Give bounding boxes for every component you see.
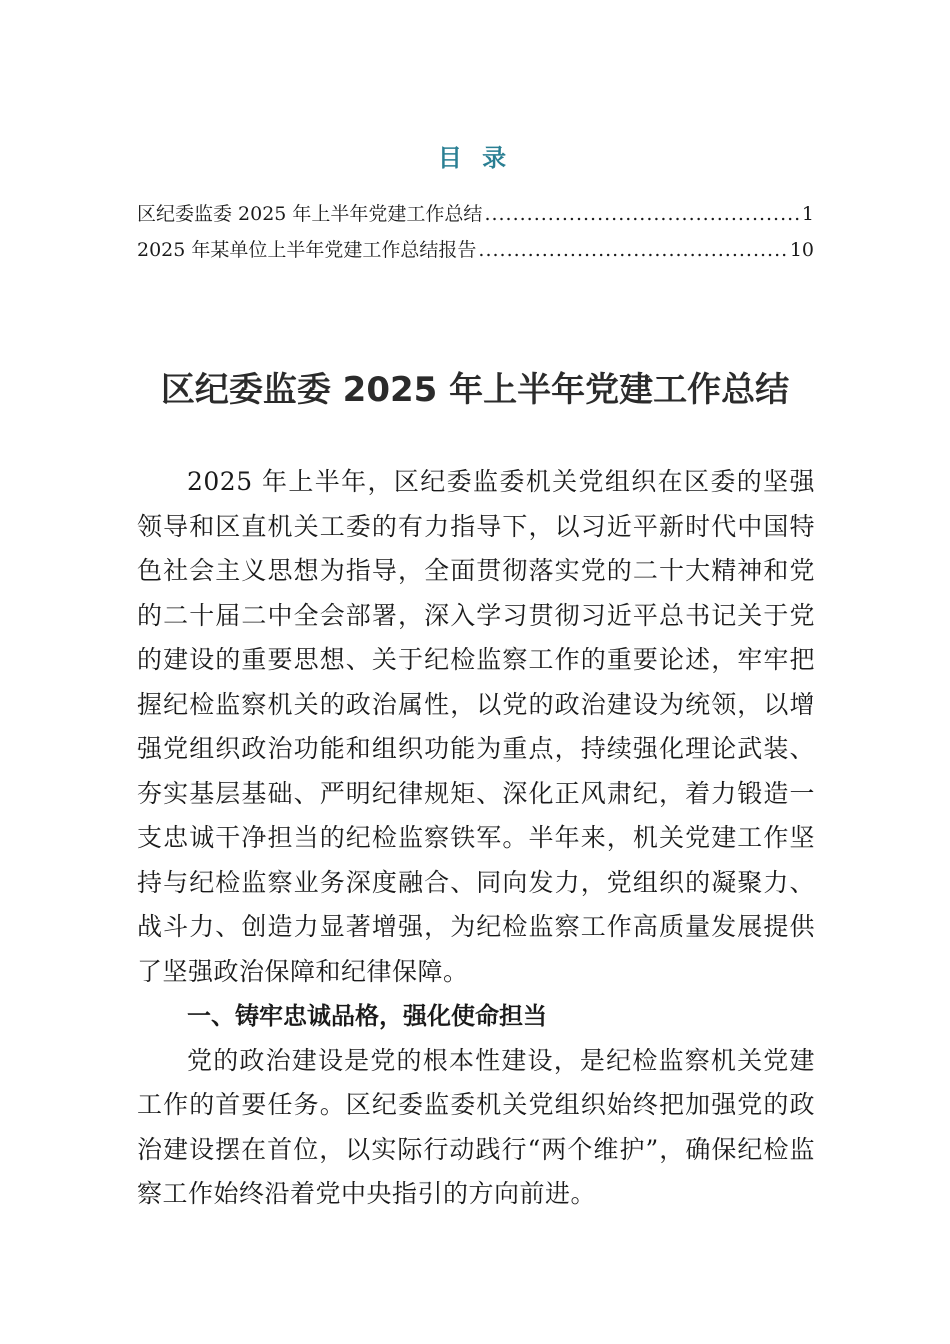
document-body (137, 460, 815, 1217)
toc-entry-page: 10 (789, 239, 814, 261)
table-of-contents (137, 196, 814, 268)
toc-dot-leader (484, 196, 799, 232)
toc-title: 目 录 (437, 144, 513, 172)
toc-entry-2[interactable] (137, 232, 814, 268)
toc-entry-page: 1 (801, 203, 814, 225)
section-heading-1: 一、铸牢忠诚品格，强化使命担当 (187, 1002, 547, 1030)
section-1-paragraph: 党的政治建设是党的根本性建设，是纪检监察机关党建工作的首要任务。区纪委监委机关党组织始终把加强党的政治建设摆在首位，以实际行动践行“两个维护”，确保纪检监察工作始终沿着党中央指引的方向前进。 (137, 1045, 815, 1208)
toc-entry-text: 区纪委监委 2025 年上半年党建工作总结 (137, 203, 483, 225)
intro-paragraph: 2025 年上半年，区纪委监委机关党组织在区委的坚强领导和区直机关工委的有力指导下，以习近平新时代中国特色社会主义思想为指导，全面贯彻落实党的二十大精神和党的二十届二中全会部署，深入学习贯彻习近平总书记关于党的建设的重要思想、关于纪检监察工作的重要论述，牢牢把握纪检监察机关的政治属性，以党的政治建设为统领，以增强党组织政治功能和组织功能为重点，持续强化理论武装、夯实基层基础、严明纪律规矩、深化正风肃纪，着力锻造一支忠诚干净担当的纪检监察铁军。半年来，机关党建工作坚持与纪检监察业务深度融合、同向发力，党组织的凝聚力、战斗力、创造力显著增强，为纪检监察工作高质量发展提供了坚强政治保障和纪律保障。 (137, 467, 815, 986)
toc-entry-1[interactable] (137, 196, 814, 232)
toc-entry-text: 2025 年某单位上半年党建工作总结报告 (137, 239, 477, 261)
toc-dot-leader (478, 232, 787, 268)
document-title: 区纪委监委 2025 年上半年党建工作总结 (160, 370, 790, 410)
